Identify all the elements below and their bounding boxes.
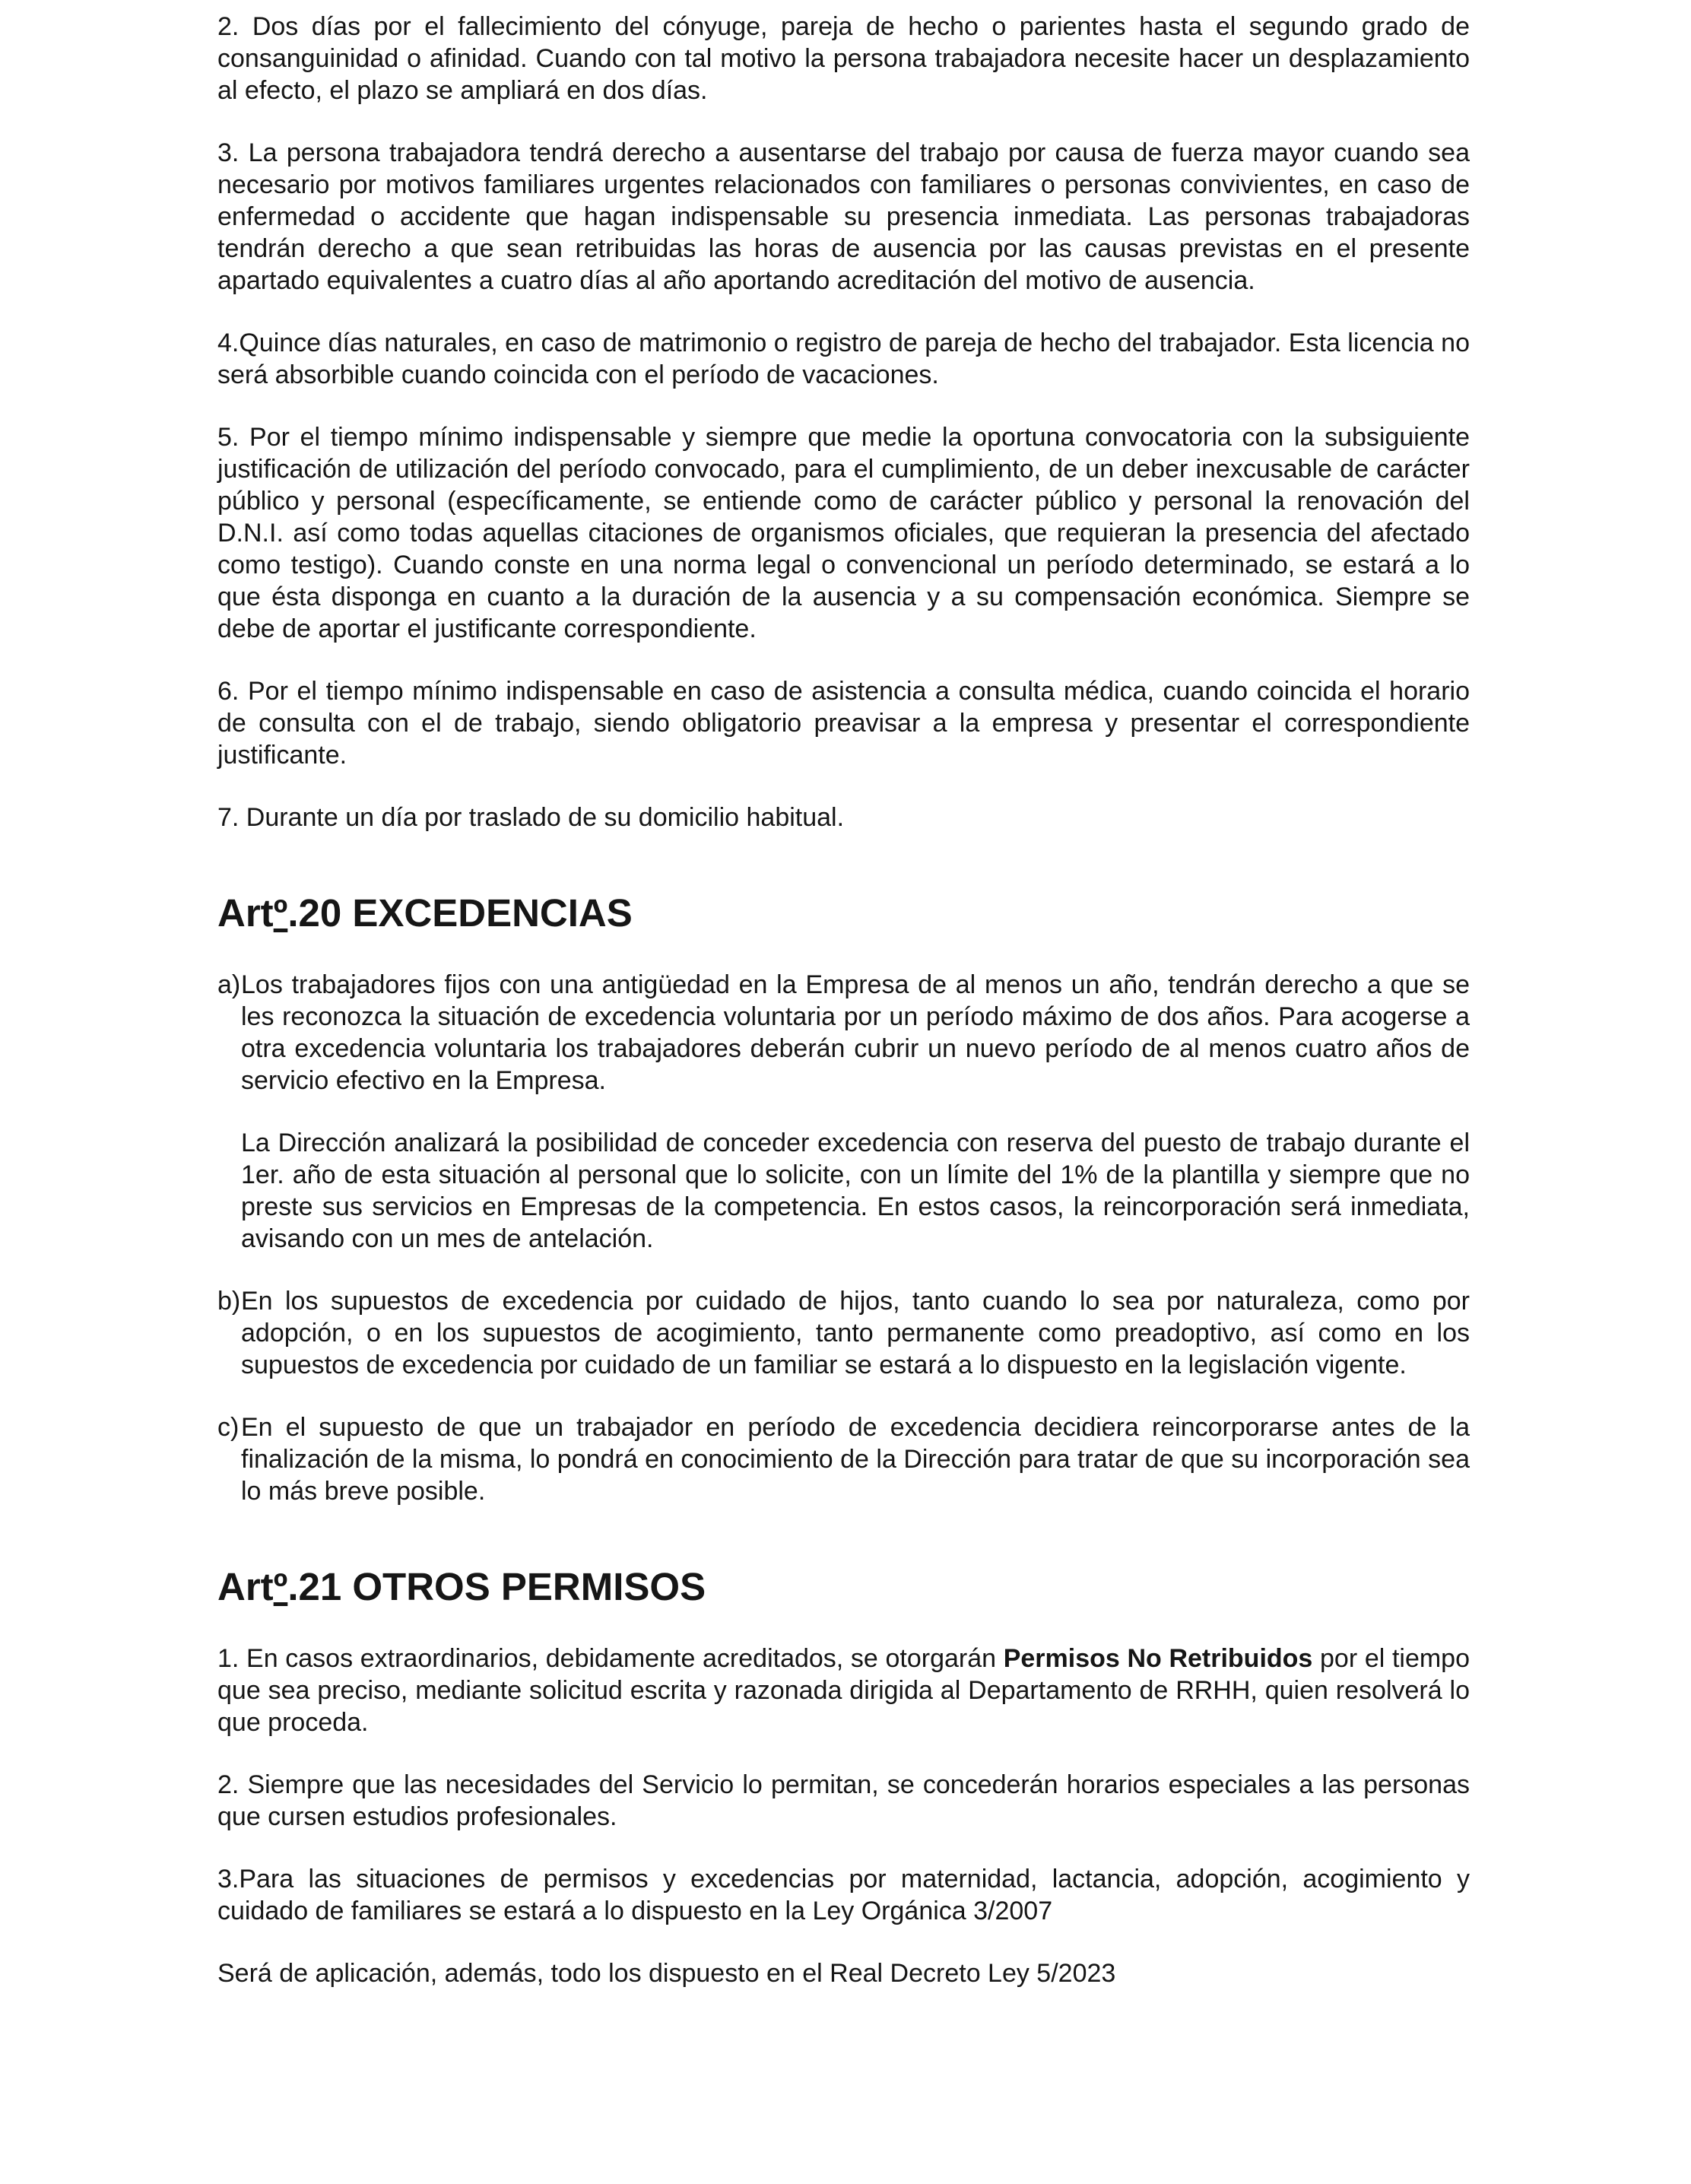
list-item-b bbox=[217, 1285, 1470, 1381]
paragraph-4-marriage-leave: 4.Quince días naturales, en caso de matrimonio o registro de pareja de hecho del trabajador. Esta licencia no será absorbible cuando coincida con el período de vacaciones. bbox=[217, 329, 1470, 389]
list-text-b: En los supuestos de excedencia por cuidado de hijos, tanto cuando lo sea por naturaleza, como por adopción, o en los supuestos de acogimiento, tanto permanente como preadoptivo, así como en los supuestos de excedencia por cuidado de un familiar se estará a lo dispuesto en la legislación vigente. bbox=[241, 1287, 1470, 1379]
heading-article-20-excedencias bbox=[217, 891, 1470, 935]
list-text-c: En el supuesto de que un trabajador en período de excedencia decidiera reincorporarse antes de la finalización de la misma, lo pondrá en conocimiento de la Dirección para tratar de que su incorporación sea lo más breve posible. bbox=[241, 1413, 1470, 1506]
list-item-a bbox=[217, 969, 1470, 1097]
heading-rest: .21 OTROS PERMISOS bbox=[287, 1565, 706, 1608]
paragraph-21-1-after: por el tiempo que sea preciso, mediante solicitud escrita y razonada dirigida al Departamento de RRHH, quien resolverá lo que proceda. bbox=[217, 1644, 1470, 1737]
heading-rest: .20 EXCEDENCIAS bbox=[287, 891, 633, 935]
heading-prefix: Art bbox=[217, 1565, 274, 1608]
paragraph-21-1-unpaid-permits bbox=[217, 1643, 1470, 1738]
closing-line-real-decreto: Será de aplicación, además, todo los dispuesto en el Real Decreto Ley 5/2023 bbox=[217, 1959, 1116, 1988]
list-label-c: c) bbox=[217, 1413, 240, 1442]
list-label-a: a) bbox=[217, 970, 241, 999]
ordinal-indicator: º bbox=[273, 891, 288, 935]
paragraph-21-3-ley-organica: 3.Para las situaciones de permisos y excedencias por maternidad, lactancia, adopción, acogimiento y cuidado de familiares se estará a lo dispuesto en la Ley Orgánica 3/2007 bbox=[217, 1865, 1470, 1925]
paragraph-21-2-special-schedules: 2. Siempre que las necesidades del Servicio lo permitan, se concederán horarios especiales a las personas que cursen estudios profesionales. bbox=[217, 1770, 1470, 1831]
paragraph-5-public-duty-leave: 5. Por el tiempo mínimo indispensable y siempre que medie la oportuna convocatoria con la subsiguiente justificación de utilización del período convocado, para el cumplimiento, de un deber inexcusable de carácter público y personal (específicamente, se entiende como de carácter público y personal la renovación del D.N.I. así como todas aquellas citaciones de organismos oficiales, que requieran la presencia del afectado como testigo). Cuando conste en una norma legal o convencional un período determinado, se estará a lo que ésta disponga en cuanto a la duración de la ausencia y a su compensación económica. Siempre se debe de aportar el justificante correspondiente. bbox=[217, 423, 1470, 643]
list-text-a: Los trabajadores fijos con una antigüedad en la Empresa de al menos un año, tendrán derecho a que se les reconozca la situación de excedencia voluntaria por un período máximo de dos años. Para acogerse a otra excedencia voluntaria los trabajadores deberán cubrir un nuevo período de al menos cuatro años de servicio efectivo en la Empresa. bbox=[241, 970, 1470, 1095]
list-label-b: b) bbox=[217, 1287, 241, 1316]
heading-article-21-otros-permisos bbox=[217, 1565, 1470, 1608]
paragraph-6-medical-visit-leave: 6. Por el tiempo mínimo indispensable en caso de asistencia a consulta médica, cuando coincida el horario de consulta con el de trabajo, siendo obligatorio preavisar a la empresa y presentar el correspondiente justificante. bbox=[217, 677, 1470, 770]
list-item-c bbox=[217, 1411, 1470, 1507]
paragraph-7-relocation-leave: 7. Durante un día por traslado de su domicilio habitual. bbox=[217, 803, 845, 832]
paragraph-3-force-majeure-leave: 3. La persona trabajadora tendrá derecho a ausentarse del trabajo por causa de fuerza mayor cuando sea necesario por motivos familiares urgentes relacionados con familiares o personas convivientes, en caso de enfermedad o accidente que hagan indispensable su presencia inmediata. Las personas trabajadoras tendrán derecho a que sean retribuidas las horas de ausencia por las causas previstas en el presente apartado equivalentes a cuatro días al año aportando acreditación del motivo de ausencia. bbox=[217, 138, 1470, 295]
ordinal-indicator: º bbox=[273, 1565, 288, 1608]
paragraph-21-1-bold-term: Permisos No Retribuidos bbox=[1003, 1644, 1313, 1673]
paragraph-2-bereavement-leave: 2. Dos días por el fallecimiento del cónyuge, pareja de hecho o parientes hasta el segundo grado de consanguinidad o afinidad. Cuando con tal motivo la persona trabajadora necesite hacer un desplazamiento al efecto, el plazo se ampliará en dos días. bbox=[217, 12, 1470, 105]
paragraph-a-inner-direccion: La Dirección analizará la posibilidad de conceder excedencia con reserva del puesto de trabajo durante el 1er. año de esta situación al personal que lo solicite, con un límite del 1% de la plantilla y siempre que no preste sus servicios en Empresas de la competencia. En estos casos, la reincorporación será inmediata, avisando con un mes de antelación. bbox=[241, 1129, 1470, 1253]
paragraph-21-1-before: 1. En casos extraordinarios, debidamente acreditados, se otorgarán bbox=[217, 1644, 1004, 1673]
heading-prefix: Art bbox=[217, 891, 274, 935]
